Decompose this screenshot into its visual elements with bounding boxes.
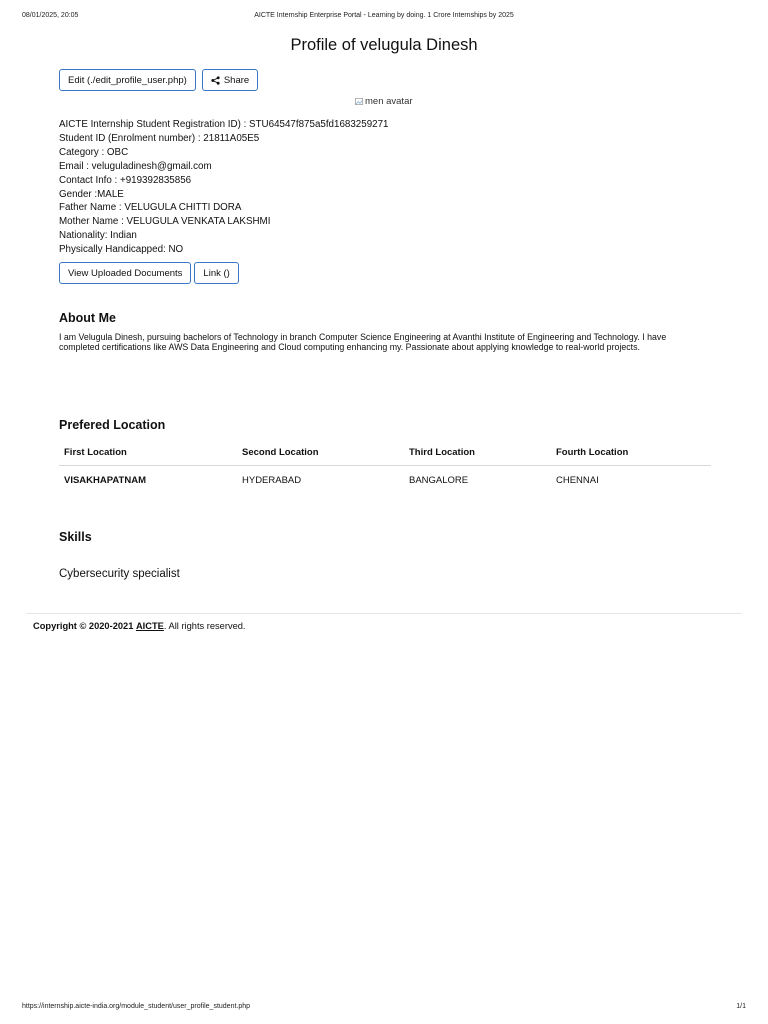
column-header: First Location	[59, 441, 237, 465]
physically-handicapped: Physically Handicapped: NO	[59, 244, 184, 256]
avatar	[355, 96, 413, 107]
column-header: Fourth Location	[551, 441, 711, 465]
print-url: https://internship.aicte-india.org/module_student/user_profile_student.php	[22, 1003, 251, 1010]
column-header: Third Location	[404, 441, 551, 465]
student-id: Student ID (Enrolment number) : 21811A05E5	[59, 132, 260, 144]
view-documents-button[interactable]	[59, 262, 191, 284]
edit-profile-label: Edit (./edit_profile_user.php)	[68, 74, 187, 86]
email: Email : veluguladinesh@gmail.com	[59, 160, 212, 172]
share-label: Share	[223, 74, 250, 86]
page-title: Profile of velugula Dinesh	[290, 36, 478, 54]
footer-divider	[26, 613, 742, 614]
share-icon	[211, 76, 220, 85]
copyright	[33, 621, 246, 631]
table-row	[59, 465, 711, 495]
profile-toolbar	[59, 69, 258, 91]
father-name: Father Name : VELUGULA CHITTI DORA	[59, 202, 242, 214]
location-table	[59, 441, 711, 495]
avatar-alt-text: men avatar	[365, 96, 413, 107]
copyright-prefix: Copyright © 2020-2021	[33, 621, 134, 631]
registration-id: AICTE Internship Student Registration ID) : STU64547f875a5fd1683259271	[59, 119, 389, 130]
nationality: Nationality: Indian	[59, 230, 137, 242]
contact-info: Contact Info : +919392835856	[59, 174, 192, 186]
skill-item: Cybersecurity specialist	[59, 568, 180, 580]
skills-heading: Skills	[59, 530, 92, 544]
copyright-suffix: . All rights reserved.	[163, 621, 246, 631]
print-page-count: 1/1	[736, 1003, 746, 1010]
view-documents-label: View Uploaded Documents	[68, 267, 183, 279]
table-cell: HYDERABAD	[242, 474, 302, 486]
print-datetime: 08/01/2025, 20:05	[22, 12, 79, 19]
edit-profile-button[interactable]	[59, 69, 196, 91]
share-button[interactable]	[202, 69, 258, 91]
profile-details	[59, 118, 389, 257]
table-cell: VISAKHAPATNAM	[64, 474, 146, 486]
link-label: Link ()	[203, 267, 230, 279]
about-heading: About Me	[59, 311, 116, 325]
column-header: Second Location	[237, 441, 404, 465]
broken-image-icon	[355, 97, 364, 106]
print-page-title: AICTE Internship Enterprise Portal - Learning by doing. 1 Crore Internships by 2025	[254, 12, 514, 19]
location-heading: Prefered Location	[59, 418, 166, 432]
aicte-link[interactable]: AICTE	[135, 621, 164, 631]
document-actions	[59, 262, 239, 284]
table-cell: BANGALORE	[409, 474, 469, 486]
about-text: I am Velugula Dinesh, pursuing bachelors of Technology in branch Computer Science Engineering at Avanthi Institute of Engineering and Technology. I have completed certifications like AWS Data Engineering and Cloud computing enhancing my. Passionate about applying knowledge to real-world projects.	[59, 332, 667, 353]
gender: Gender :MALE	[59, 188, 124, 200]
mother-name: Mother Name : VELUGULA VENKATA LAKSHMI	[59, 216, 271, 228]
link-button[interactable]	[194, 262, 238, 284]
category: Category : OBC	[59, 146, 129, 158]
table-cell: CHENNAI	[556, 474, 599, 486]
location-header-row	[59, 441, 711, 465]
